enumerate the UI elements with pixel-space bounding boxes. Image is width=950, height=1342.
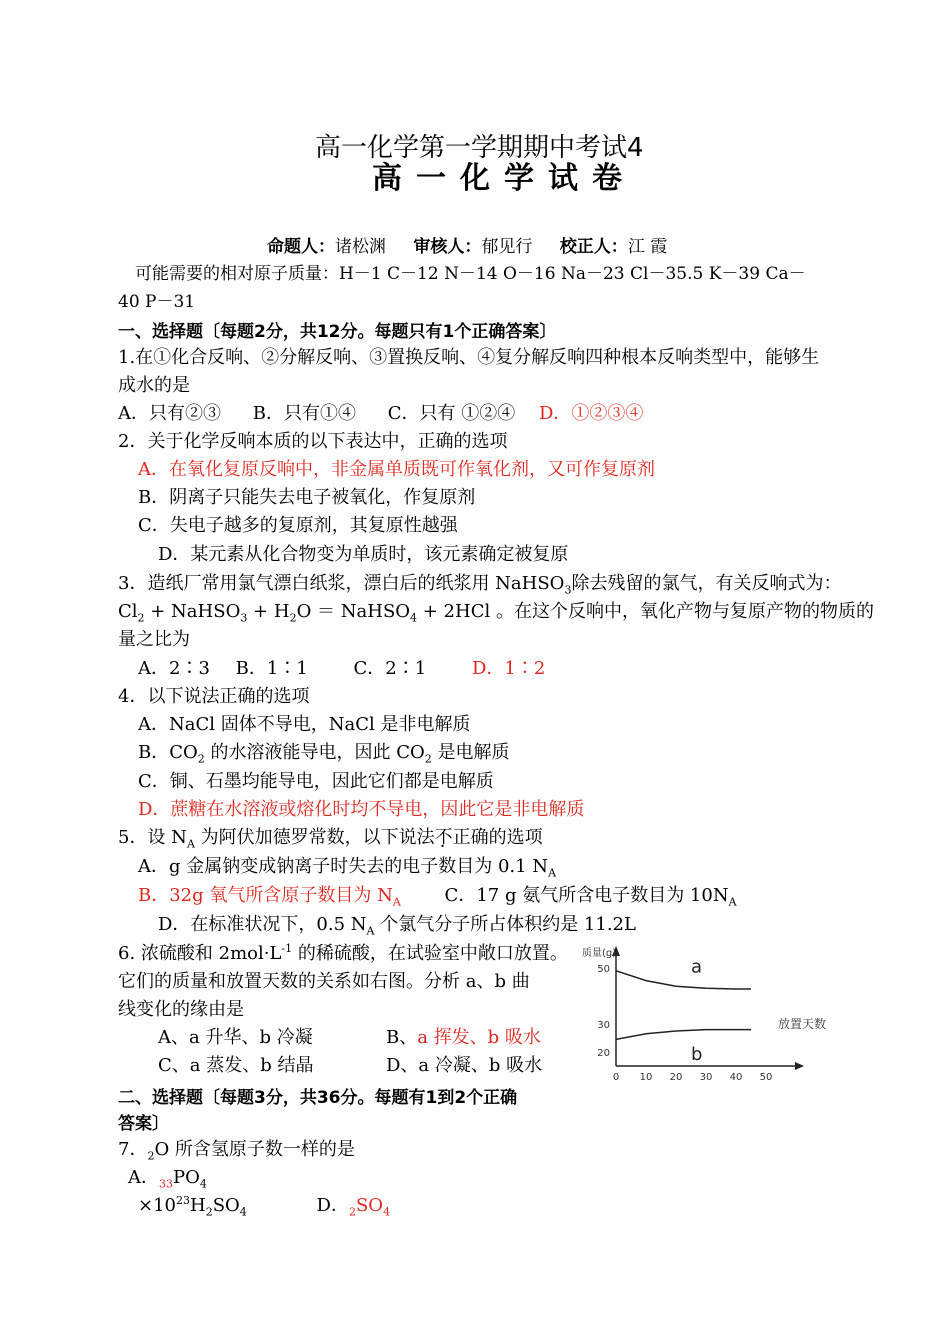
q3-option-d: D．1∶2 bbox=[471, 658, 546, 679]
q5-option-c: C．17 g 氨气所含电子数目为 $10N_A$ bbox=[444, 885, 737, 909]
q2-option-b: B．阴离子只能失去电子被氧化，作复原剂 bbox=[138, 487, 476, 508]
q4-option-b: B．$CO_2$ 的水溶液能导电，因此 $CO_2$ 是电解质 bbox=[138, 742, 510, 766]
q1-options bbox=[118, 402, 643, 426]
x-tick-label: 0 bbox=[612, 1072, 620, 1083]
atomic-masses-line-1: 可能需要的相对原子质量：H－1 C－12 N－14 O－16 Na－23 Cl－35.5 K－39 Ca－ bbox=[135, 264, 806, 284]
x-tick-label: 10 bbox=[639, 1072, 653, 1083]
q7-option-d: D．$_2SO_4$ bbox=[316, 1195, 391, 1219]
q6-stem-line-3: 线变化的缘由是 bbox=[118, 999, 244, 1020]
series-a-label: a bbox=[691, 956, 703, 978]
q6-stem-line-1: 6. 浓硫酸和 $2mol\cdot L^{-1}$ 的稀硫酸，在试验室中敞口放置。 bbox=[118, 942, 568, 964]
q6-option-d: D、a 冷凝、b 吸水 bbox=[386, 1055, 543, 1076]
q6-mass-vs-days-chart bbox=[580, 942, 840, 1092]
atomic-masses-line-2: 40 P－31 bbox=[118, 292, 196, 312]
series-a-line bbox=[616, 971, 751, 989]
q2-option-d: D．某元素从化合物变为单质时，该元素确定被复原 bbox=[158, 544, 569, 565]
y-tick-label: 30 bbox=[597, 1020, 610, 1031]
q6-option-c: C、a 蒸发、b 结晶 bbox=[158, 1055, 314, 1076]
q3-option-c: C．2∶1 bbox=[353, 658, 427, 679]
q7-stem: 7．$_2$O 所含氢原子数一样的是 bbox=[118, 1139, 355, 1163]
q1-stem-line-1: 1.在①化合反响、②分解反响、③置换反响、④复分解反响四种根本反响类型中，能够生 bbox=[118, 347, 820, 368]
x-axis-arrow bbox=[795, 1062, 804, 1070]
q5-option-b: B．32g 氧气所含原子数目为 $N_A$ bbox=[138, 885, 401, 909]
q3-option-b: B．1∶1 bbox=[235, 658, 308, 679]
x-tick-label: 50 bbox=[759, 1072, 773, 1083]
q3-equation-line: $Cl_2$ + NaHSO$_3$ + $H_2O$ ＝ NaHSO$_4$ + 2HCl 。在这个反响中，氧化产物与复原产物的物质的 bbox=[118, 601, 874, 625]
x-tick-label: 30 bbox=[699, 1072, 713, 1083]
proofreader-label: 校正人： bbox=[559, 237, 628, 257]
q1-option-c: C．只有 ①②④ bbox=[387, 403, 516, 424]
y-tick-label: 20 bbox=[597, 1048, 610, 1059]
q5-option-a: A．g 金属钠变成钠离子时失去的电子数目为 0.1 $N_A$ bbox=[138, 856, 557, 880]
author-label: 命题人： bbox=[267, 237, 335, 257]
q5-option-d: D．在标准状况下，0.5 $N_A$ 个氯气分子所占体积约是 11.2L bbox=[158, 914, 636, 938]
q2-stem: 2．关于化学反响本质的以下表达中，正确的选项 bbox=[118, 431, 508, 452]
q5-options-bc bbox=[138, 884, 737, 908]
credits-line bbox=[267, 235, 667, 259]
q3-options bbox=[138, 657, 545, 681]
q3-stem-line-3: 量之比为 bbox=[118, 629, 190, 650]
y-axis-label: 质量(g) bbox=[582, 948, 617, 959]
q6-option-b: B、a 挥发、b 吸水 bbox=[386, 1027, 541, 1048]
q4-stem: 4．以下说法正确的选项 bbox=[118, 686, 310, 707]
x-tick-label: 40 bbox=[729, 1072, 743, 1083]
q1-stem-line-2: 成水的是 bbox=[118, 375, 190, 396]
q6-stem-line-2: 它们的质量和放置天数的关系如右图。分析 a、b 曲 bbox=[118, 971, 530, 992]
q4-option-a: A．NaCl 固体不导电，NaCl 是非电解质 bbox=[138, 714, 471, 735]
emphasis-dot: 不 bbox=[434, 827, 453, 848]
q3-stem-line-1: 3．造纸厂常用氯气漂白纸浆，漂白后的纸浆用 NaHSO$_3$除去残留的氯气，有关反响式为： bbox=[118, 573, 842, 597]
y-tick-label: 50 bbox=[597, 964, 610, 975]
q7-options-cd bbox=[138, 1194, 390, 1218]
q2-option-c: C．失电子越多的复原剂，其复原性越强 bbox=[138, 515, 458, 536]
page-subtitle: 高一化学试卷 bbox=[372, 161, 636, 196]
q7-option-c: $\times 10^{23}H_2SO_4$ bbox=[138, 1194, 247, 1219]
section-2-heading-line-2: 答案〕 bbox=[118, 1114, 169, 1134]
reviewer-label: 审核人： bbox=[413, 237, 482, 257]
q1-option-a: A．只有②③ bbox=[118, 403, 221, 424]
q1-option-b: B．只有①④ bbox=[252, 403, 356, 424]
q3-option-a: A．2∶3 bbox=[138, 658, 210, 679]
reviewer-name: 郁见行 bbox=[481, 237, 533, 257]
proofreader-name: 江 霞 bbox=[627, 237, 668, 257]
series-b-label: b bbox=[691, 1043, 703, 1065]
q5-stem: 5．设 $N_A$ 为阿伏加德罗常数，以下说法不正确的选项 bbox=[118, 827, 543, 851]
q4-option-d: D．蔗糖在水溶液或熔化时均不导电，因此它是非电解质 bbox=[138, 799, 585, 820]
series-b-line bbox=[616, 1030, 751, 1040]
q7-option-a: A．$_{33}PO_4$ bbox=[128, 1167, 207, 1191]
q6-option-a: A、a 升华、b 冷凝 bbox=[158, 1027, 313, 1048]
section-1-heading: 一、选择题〔每题2分，共12分。每题只有1个正确答案〕 bbox=[118, 322, 557, 342]
author-name: 诸松渊 bbox=[335, 237, 386, 257]
section-2-heading-line-1: 二、选择题〔每题3分，共36分。每题有1到2个正确 bbox=[118, 1088, 518, 1108]
q4-option-c: C．铜、石墨均能导电，因此它们都是电解质 bbox=[138, 771, 494, 792]
x-tick-label: 20 bbox=[669, 1072, 683, 1083]
x-axis-label: 放置天数 bbox=[778, 1017, 827, 1031]
q1-option-d: D．①②③④ bbox=[538, 403, 644, 424]
q2-option-a: A．在氧化复原反响中，非金属单质既可作氧化剂，又可作复原剂 bbox=[138, 459, 655, 480]
page-title: 高一化学第一学期期中考试4 bbox=[315, 133, 644, 163]
